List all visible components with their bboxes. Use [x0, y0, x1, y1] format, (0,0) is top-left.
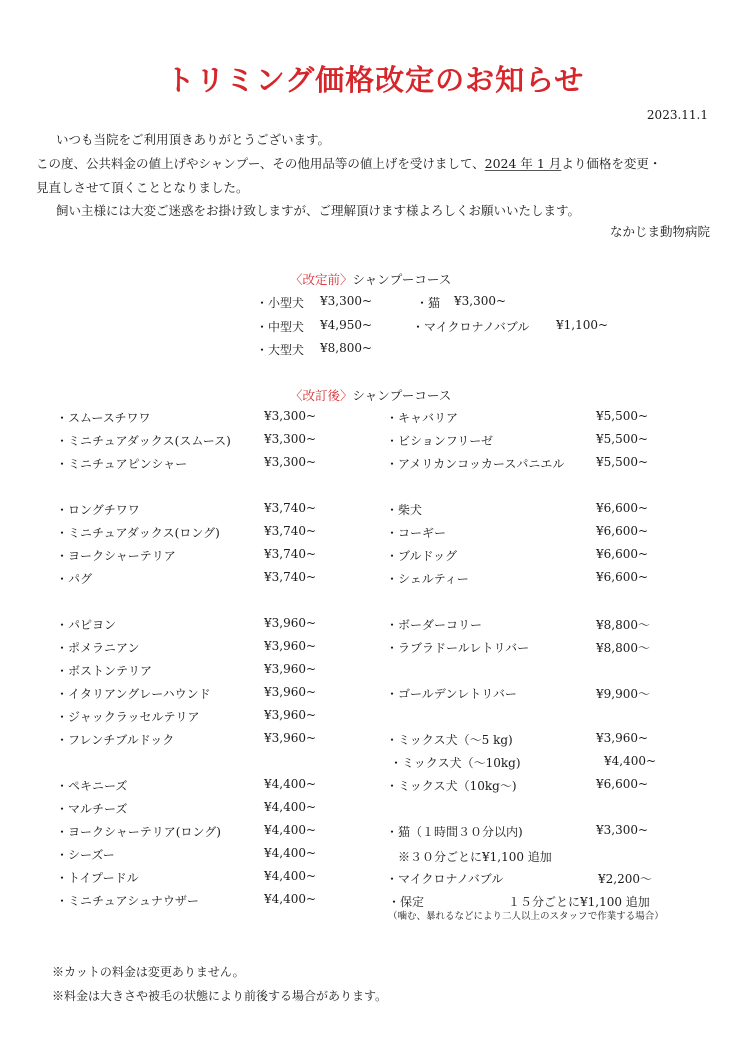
- cat-extra-note: ※３０分ごとに¥1,100 追加: [398, 850, 552, 864]
- after-item-name: ・シーズー: [56, 848, 115, 862]
- after-item-name: ・ミニチュアピンシャー: [56, 457, 188, 471]
- after-item-name: ・キャバリア: [386, 411, 459, 425]
- after-item-price: ¥3,740~: [264, 524, 317, 538]
- after-item-name: ・猫（１時間３０分以内): [386, 825, 523, 839]
- before-item-name: ・マイクロナノバブル: [412, 320, 530, 334]
- after-item-price: ¥4,400~: [264, 846, 317, 860]
- after-item-name: ・ブルドッグ: [386, 549, 458, 563]
- before-heading-mark: 〈改定前〉: [290, 272, 353, 287]
- after-item-price: ¥3,300~: [264, 455, 317, 469]
- after-item-name: ・ヨークシャーテリア(ロング): [56, 825, 221, 839]
- after-item-name: ・スムースチワワ: [56, 411, 151, 425]
- after-item-price: ¥3,300~: [264, 432, 317, 446]
- before-item-name: ・小型犬: [256, 296, 305, 310]
- after-item-name: ・アメリカンコッカースパニエル: [386, 457, 565, 471]
- after-item-price: ¥3,740~: [264, 547, 317, 561]
- after-item-name: ・シェルティー: [386, 572, 469, 586]
- clinic-signature: なかじま動物病院: [609, 224, 710, 239]
- intro-line-2: [36, 152, 661, 175]
- after-item-name: ・ミニチュアシュナウザー: [56, 894, 199, 908]
- footer-note-cut: ※カットの料金は変更ありません。: [52, 965, 245, 979]
- after-item-price: ¥3,960~: [596, 731, 649, 745]
- intro-line-2-date: 2024 年 1 月: [484, 156, 562, 171]
- after-item-price: ¥3,740~: [264, 501, 317, 515]
- after-item-price: ¥4,400~: [264, 777, 317, 791]
- after-item-name: ・ミックス犬（～5 kg): [386, 733, 513, 747]
- after-item-name: ・ヨークシャーテリア: [56, 549, 176, 563]
- after-item-name: ・マルチーズ: [56, 802, 128, 816]
- after-item-name: ・ボーダーコリー: [386, 618, 483, 632]
- after-heading: [290, 386, 451, 404]
- after-item-name: ・ミックス犬（10kg～): [386, 779, 517, 793]
- after-item-price: ¥3,960~: [264, 708, 317, 722]
- after-item-name: ・パグ: [56, 572, 93, 586]
- before-item-price: ¥3,300~: [320, 294, 373, 308]
- hoshitei-label: ・保定: [388, 895, 425, 909]
- after-item-price: ¥9,900～: [596, 687, 650, 701]
- after-item-name: ・柴犬: [386, 503, 423, 517]
- after-item-price: ¥3,960~: [264, 616, 317, 630]
- after-heading-text: シャンプーコース: [352, 388, 452, 403]
- after-item-name: ・ミニチュアダックス(スムース): [56, 434, 231, 448]
- after-item-name: ・ロングチワワ: [56, 503, 140, 517]
- hoshitei-price: １５分ごとに¥1,100 追加: [508, 895, 650, 909]
- after-item-price: ¥5,500~: [596, 455, 649, 469]
- after-item-price: ¥3,960~: [264, 662, 317, 676]
- after-item-price: ¥6,600~: [596, 524, 649, 538]
- before-item-name: ・中型犬: [256, 320, 305, 334]
- after-item-name: ・ポメラニアン: [56, 641, 140, 655]
- after-item-name: ・ゴールデンレトリバー: [386, 687, 517, 701]
- after-item-price: ¥4,400~: [264, 823, 317, 837]
- after-item-name: ・ミックス犬（～10kg): [390, 756, 521, 770]
- after-item-price: ¥6,600~: [596, 547, 649, 561]
- after-item-name: ・ミニチュアダックス(ロング): [56, 526, 220, 540]
- after-item-name: ・イタリアングレーハウンド: [56, 687, 211, 701]
- after-item-price: ¥3,300~: [596, 823, 649, 837]
- after-item-name: ・マイクロナノバブル: [386, 872, 504, 886]
- before-item-name: ・大型犬: [256, 343, 305, 357]
- before-item-price: ¥1,100~: [556, 318, 609, 332]
- after-item-price: ¥3,740~: [264, 570, 317, 584]
- after-item-name: ・フレンチブルドック: [56, 733, 175, 747]
- after-item-price: ¥2,200～: [598, 872, 652, 886]
- after-item-price: ¥5,500~: [596, 409, 649, 423]
- before-heading: [290, 270, 451, 288]
- after-item-price: ¥8,800～: [596, 641, 650, 655]
- intro-line-4: 飼い主様には大変ご迷惑をお掛け致しますが、ご理解頂けます様よろしくお願いいたします。: [56, 203, 581, 218]
- after-item-name: ・ジャックラッセルテリア: [56, 710, 200, 724]
- after-item-price: ¥4,400~: [264, 800, 317, 814]
- after-heading-mark: 〈改訂後〉: [290, 388, 353, 403]
- after-item-price: ¥6,600~: [596, 501, 649, 515]
- intro-line-1: いつも当院をご利用頂きありがとうございます。: [56, 132, 331, 147]
- after-item-price: ¥4,400~: [264, 869, 317, 883]
- after-item-name: ・パピヨン: [56, 618, 117, 632]
- page-title: トリミング価格改定のお知らせ: [165, 63, 585, 97]
- after-item-price: ¥6,600~: [596, 570, 649, 584]
- after-item-name: ・ペキニーズ: [56, 779, 128, 793]
- after-item-price: ¥4,400~: [264, 892, 317, 906]
- after-item-name: ・ボストンテリア: [56, 664, 153, 678]
- intro-line-2a: この度、公共料金の値上げやシャンプー、その他用品等の値上げを受けまして、: [36, 156, 485, 171]
- after-item-name: ・コーギー: [386, 526, 447, 540]
- after-item-name: ・ビションフリーゼ: [386, 434, 494, 448]
- after-item-price: ¥6,600~: [596, 777, 649, 791]
- after-item-price: ¥3,300~: [264, 409, 317, 423]
- notice-date: 2023.11.1: [646, 108, 708, 122]
- after-item-price: ¥4,400~: [604, 754, 657, 768]
- before-item-price: ¥4,950~: [320, 318, 373, 332]
- after-item-price: ¥3,960~: [264, 639, 317, 653]
- after-item-name: ・トイプードル: [56, 871, 139, 885]
- before-item-name: ・猫: [416, 296, 441, 310]
- hoshitei-note: （噛む、暴れるなどにより二人以上のスタッフで作業する場合）: [388, 911, 664, 922]
- after-item-price: ¥3,960~: [264, 731, 317, 745]
- intro-line-3: 見直しさせて頂くこととなりました。: [36, 180, 249, 195]
- after-item-name: ・ラブラドールレトリバー: [386, 641, 530, 655]
- before-heading-text: シャンプーコース: [352, 272, 452, 287]
- before-item-price: ¥3,300~: [454, 294, 507, 308]
- intro-line-2c: より価格を変更・: [561, 156, 662, 171]
- after-item-price: ¥5,500~: [596, 432, 649, 446]
- before-item-price: ¥8,800~: [320, 341, 373, 355]
- footer-note-variation: ※料金は大きさや被毛の状態により前後する場合があります。: [52, 989, 388, 1003]
- after-item-price: ¥8,800～: [596, 618, 650, 632]
- after-item-price: ¥3,960~: [264, 685, 317, 699]
